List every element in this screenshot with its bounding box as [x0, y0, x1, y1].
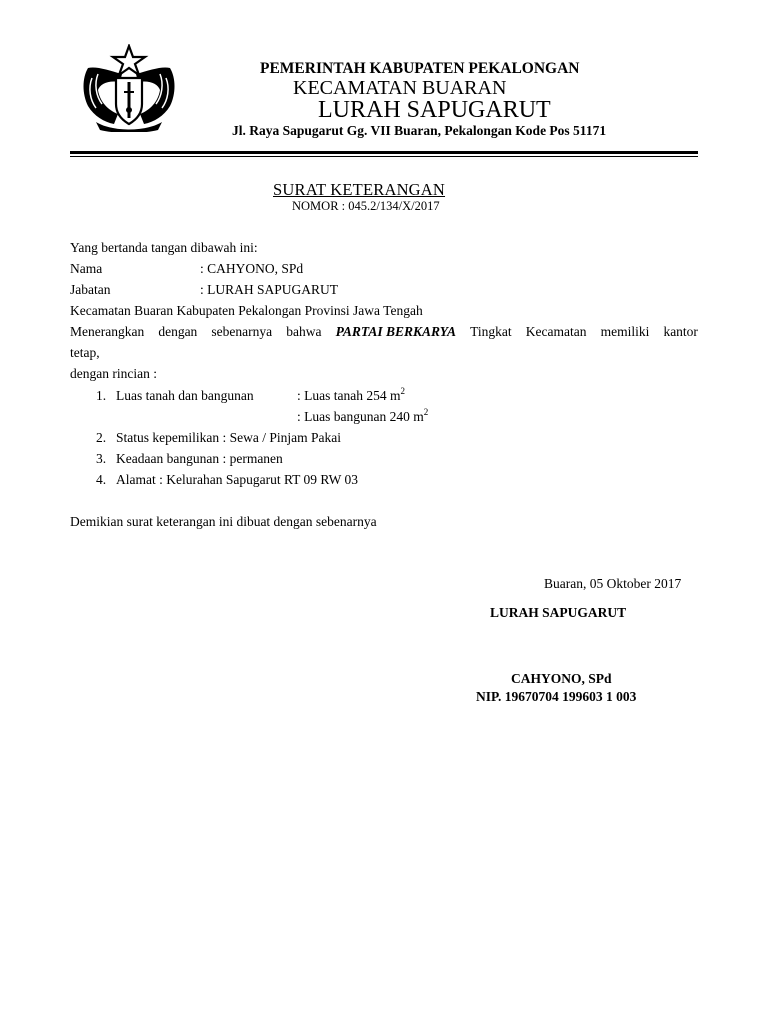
- statement-word: Tingkat: [470, 324, 512, 339]
- coat-of-arms-logo: [78, 44, 180, 132]
- details-intro: dengan rincian :: [70, 366, 157, 381]
- list-item-label: Luas tanah dan bangunan: [116, 388, 254, 403]
- name-label: Nama: [70, 261, 103, 276]
- letterhead-district: KECAMATAN BUARAN: [293, 77, 507, 99]
- letterhead-thin-rule: [70, 156, 698, 157]
- place-date: Buaran, 05 Oktober 2017: [544, 576, 682, 591]
- signatory-name: CAHYONO, SPd: [511, 671, 612, 686]
- statement-word: Kecamatan: [525, 324, 587, 339]
- building-area: : Luas bangunan 240 $m^2$: [297, 406, 429, 424]
- list-item: Keadaan bangunan : permanen: [116, 451, 283, 466]
- pekalongan-coat-of-arms-icon: [78, 44, 180, 132]
- closing-line: Demikian surat keterangan ini dibuat dengan sebenarnya: [70, 514, 377, 529]
- statement-word: memiliki: [600, 324, 650, 339]
- letterhead-thick-rule: [70, 151, 698, 154]
- statement-wrap: tetap,: [70, 345, 100, 360]
- statement-word: kantor: [663, 324, 698, 339]
- land-area: : Luas tanah 254 $m^2$: [297, 385, 405, 403]
- document-number: NOMOR : 045.2/134/X/2017: [292, 199, 440, 213]
- list-item: Alamat : Kelurahan Sapugarut RT 09 RW 03: [116, 472, 359, 487]
- document-title: SURAT KETERANGAN: [273, 180, 446, 199]
- position-label: Jabatan: [70, 282, 111, 297]
- statement-word: sebenarnya: [211, 324, 273, 339]
- name-value: : CAHYONO, SPd: [200, 261, 304, 276]
- list-item: Status kepemilikan : Sewa / Pinjam Pakai: [116, 430, 341, 445]
- statement-word: bahwa: [286, 324, 322, 339]
- letterhead-government: PEMERINTAH KABUPATEN PEKALONGAN: [260, 60, 580, 77]
- party-name: PARTAI BERKARYA: [335, 324, 457, 339]
- list-item-number: 4.: [96, 472, 107, 487]
- statement-line: [70, 324, 698, 340]
- position-value: : LURAH SAPUGARUT: [200, 282, 339, 297]
- letterhead-address: Jl. Raya Sapugarut Gg. VII Buaran, Pekalongan Kode Pos 51171: [232, 123, 607, 138]
- signatory-nip: NIP. 19670704 199603 1 003: [476, 689, 637, 704]
- letterhead-office: LURAH SAPUGARUT: [318, 97, 551, 123]
- statement-word: dengan: [158, 324, 198, 339]
- statement-word: Menerangkan: [70, 324, 145, 339]
- location-line: Kecamatan Buaran Kabupaten Pekalongan Provinsi Jawa Tengah: [70, 303, 423, 318]
- list-item-number: 3.: [96, 451, 107, 466]
- list-item-number: 1.: [96, 388, 107, 403]
- list-item-number: 2.: [96, 430, 107, 445]
- intro-line: Yang bertanda tangan dibawah ini:: [70, 240, 258, 255]
- signatory-position: LURAH SAPUGARUT: [490, 605, 627, 620]
